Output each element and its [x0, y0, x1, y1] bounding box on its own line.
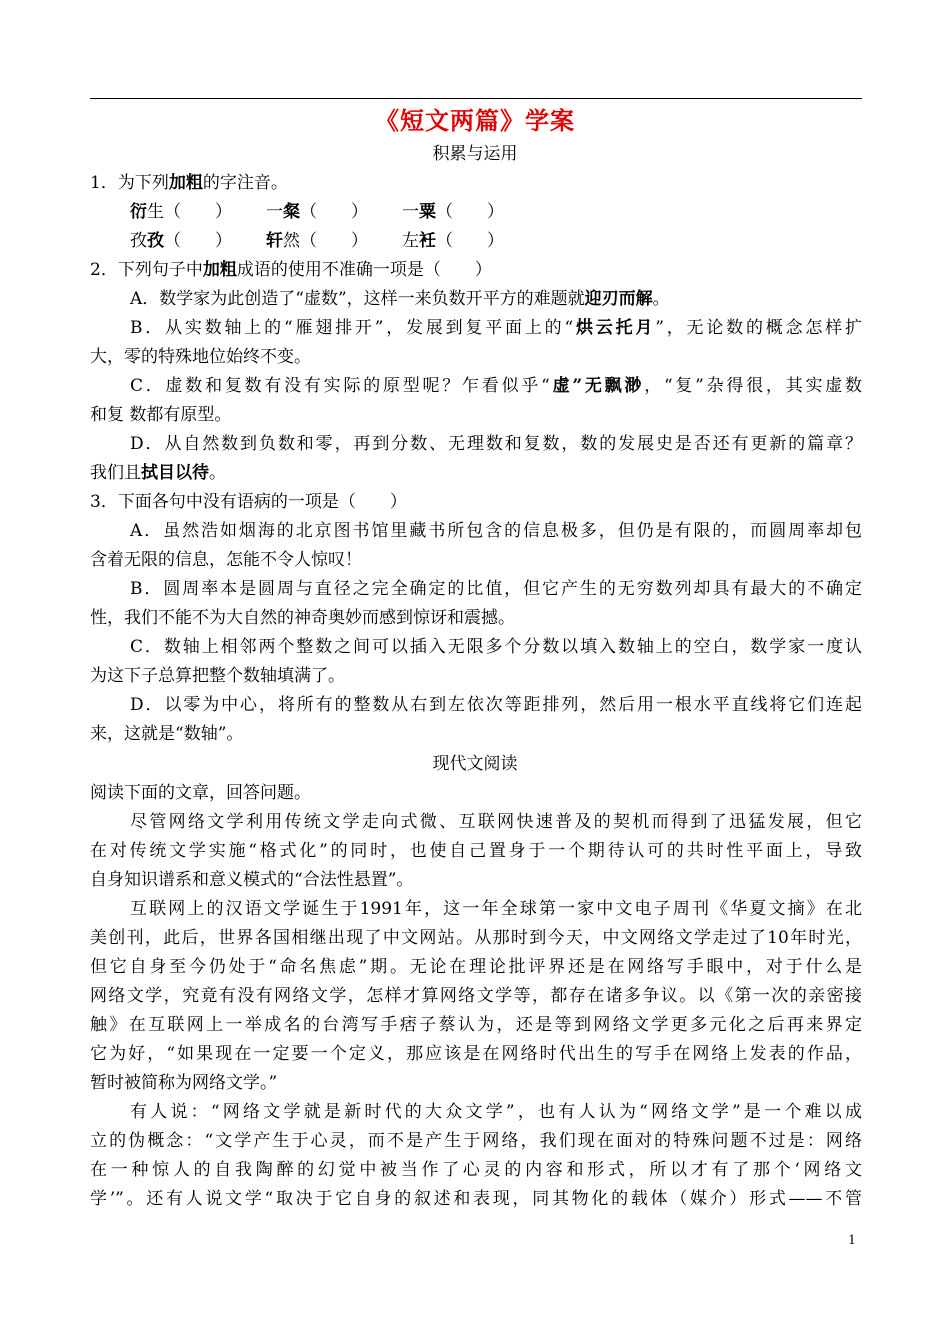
paragraph-line: 美创刊，此后，世界各国相继出现了中文网站。从那时到今天，中文网络文学走过了10年时光，	[90, 928, 862, 948]
paragraph-line: 立的伪概念：“文学产生于心灵，而不是产生于网络，我们现在面对的特殊问题不过是：网络	[90, 1131, 862, 1151]
q3-option-b: B．圆周率本是圆周与直径之完全确定的比值，但它产生的无穷数列却具有最大的不确定	[130, 579, 862, 599]
q1-item: 轩然（ ）	[266, 231, 368, 251]
q1-item: 左衽（ ）	[402, 231, 504, 251]
q2-option-d-cont: 我们且拭目以待。	[90, 463, 226, 483]
q2-option-d: D．从自然数到负数和零，再到分数、无理数和复数，数的发展史是否还有更新的篇章？	[130, 434, 862, 454]
q2-option-c: C．虚数和复数有没有实际的原型呢？乍看似乎“虚”无飘渺，“复”杂得很，其实虚数	[130, 376, 863, 396]
q2-option-b: B．从实数轴上的“雁翅排开”，发展到复平面上的“烘云托月”，无论数的概念怎样扩	[130, 318, 862, 338]
page-number: 1	[848, 1232, 856, 1248]
header-rule	[90, 98, 862, 99]
q2-option-b-cont: 大，零的特殊地位始终不变。	[90, 347, 311, 367]
q1-item: 衍生（ ）	[130, 202, 232, 222]
paragraph-line: 但它自身至今仍处于“命名焦虑”期。无论在理论批评界还是在网络写手眼中，对于什么是	[90, 957, 862, 977]
reading-intro: 阅读下面的文章，回答问题。	[90, 783, 311, 803]
paragraph-line: 在对传统文学实施“格式化”的同时，也使自己置身于一个期待认可的共时性平面上，导致	[90, 841, 862, 861]
q3-option-c-cont: 为这下子总算把整个数轴填满了。	[90, 666, 345, 686]
q3-option-d: D．以零为中心，将所有的整数从右到左依次等距排列，然后用一根水平直线将它们连起	[130, 695, 862, 715]
paragraph-line: 触》在互联网上一举成名的台湾写手痞子蔡认为，还是等到网络文学更多元化之后再来界定	[90, 1015, 862, 1035]
q2-option-c-cont: 和复 数都有原型。	[90, 405, 232, 425]
page-title: 《短文两篇》学案	[375, 106, 575, 135]
paragraph-line: 互联网上的汉语文学诞生于1991年，这一年全球第一家中文电子周刊《华夏文摘》在北	[130, 899, 862, 919]
section-heading-accumulation: 积累与运用	[432, 144, 518, 164]
paragraph-line: 网络文学，究竟有没有网络文学，怎样才算网络文学等，都存在诸多争议。以《第一次的亲密接	[90, 986, 862, 1006]
q1-stem: 1．为下列加粗的字注音。	[90, 173, 288, 193]
section-heading-reading: 现代文阅读	[432, 754, 518, 774]
paragraph-line: 它为好，“如果现在一定要一个定义，那应该是在网络时代出生的写手在网络上发表的作品，	[90, 1044, 862, 1064]
q3-option-b-cont: 性，我们不能不为大自然的神奇奥妙而感到惊讶和震撼。	[90, 608, 515, 628]
q1-item: 孜孜（ ）	[130, 231, 232, 251]
q2-stem: 2．下列句子中加粗成语的使用不准确一项是（ ）	[90, 260, 492, 280]
paragraph-line: 有人说：“网络文学就是新时代的大众文学”，也有人认为“网络文学”是一个难以成	[130, 1102, 862, 1122]
paragraph-line: 在一种惊人的自我陶醉的幻觉中被当作了心灵的内容和形式，所以才有了那个‘网络文	[90, 1160, 862, 1180]
paragraph-line: 尽管网络文学利用传统文学走向式微、互联网快速普及的契机而得到了迅猛发展，但它	[130, 812, 862, 832]
paragraph-line: 学’”。还有人说文学“取决于它自身的叙述和表现，同其物化的载体（媒介）形式——不管	[90, 1189, 862, 1209]
q3-option-a: A．虽然浩如烟海的北京图书馆里藏书所包含的信息极多，但仍是有限的，而圆周率却包	[130, 521, 862, 541]
q1-item: 一粲（ ）	[266, 202, 368, 222]
paragraph-line: 暂时被简称为网络文学。”	[90, 1073, 278, 1093]
q2-option-a: A．数学家为此创造了“虚数”，这样一来负数开平方的难题就迎刃而解。	[130, 289, 670, 309]
q3-option-a-cont: 含着无限的信息，怎能不令人惊叹！	[90, 550, 362, 570]
q3-option-c: C．数轴上相邻两个整数之间可以插入无限多个分数以填入数轴上的空白，数学家一度认	[130, 637, 862, 657]
q3-stem: 3．下面各句中没有语病的一项是（ ）	[90, 492, 407, 512]
q3-option-d-cont: 来，这就是“数轴”。	[90, 724, 244, 744]
paragraph-line: 自身知识谱系和意义模式的“合法性悬置”。	[90, 870, 414, 890]
q1-item: 一粟（ ）	[402, 202, 504, 222]
